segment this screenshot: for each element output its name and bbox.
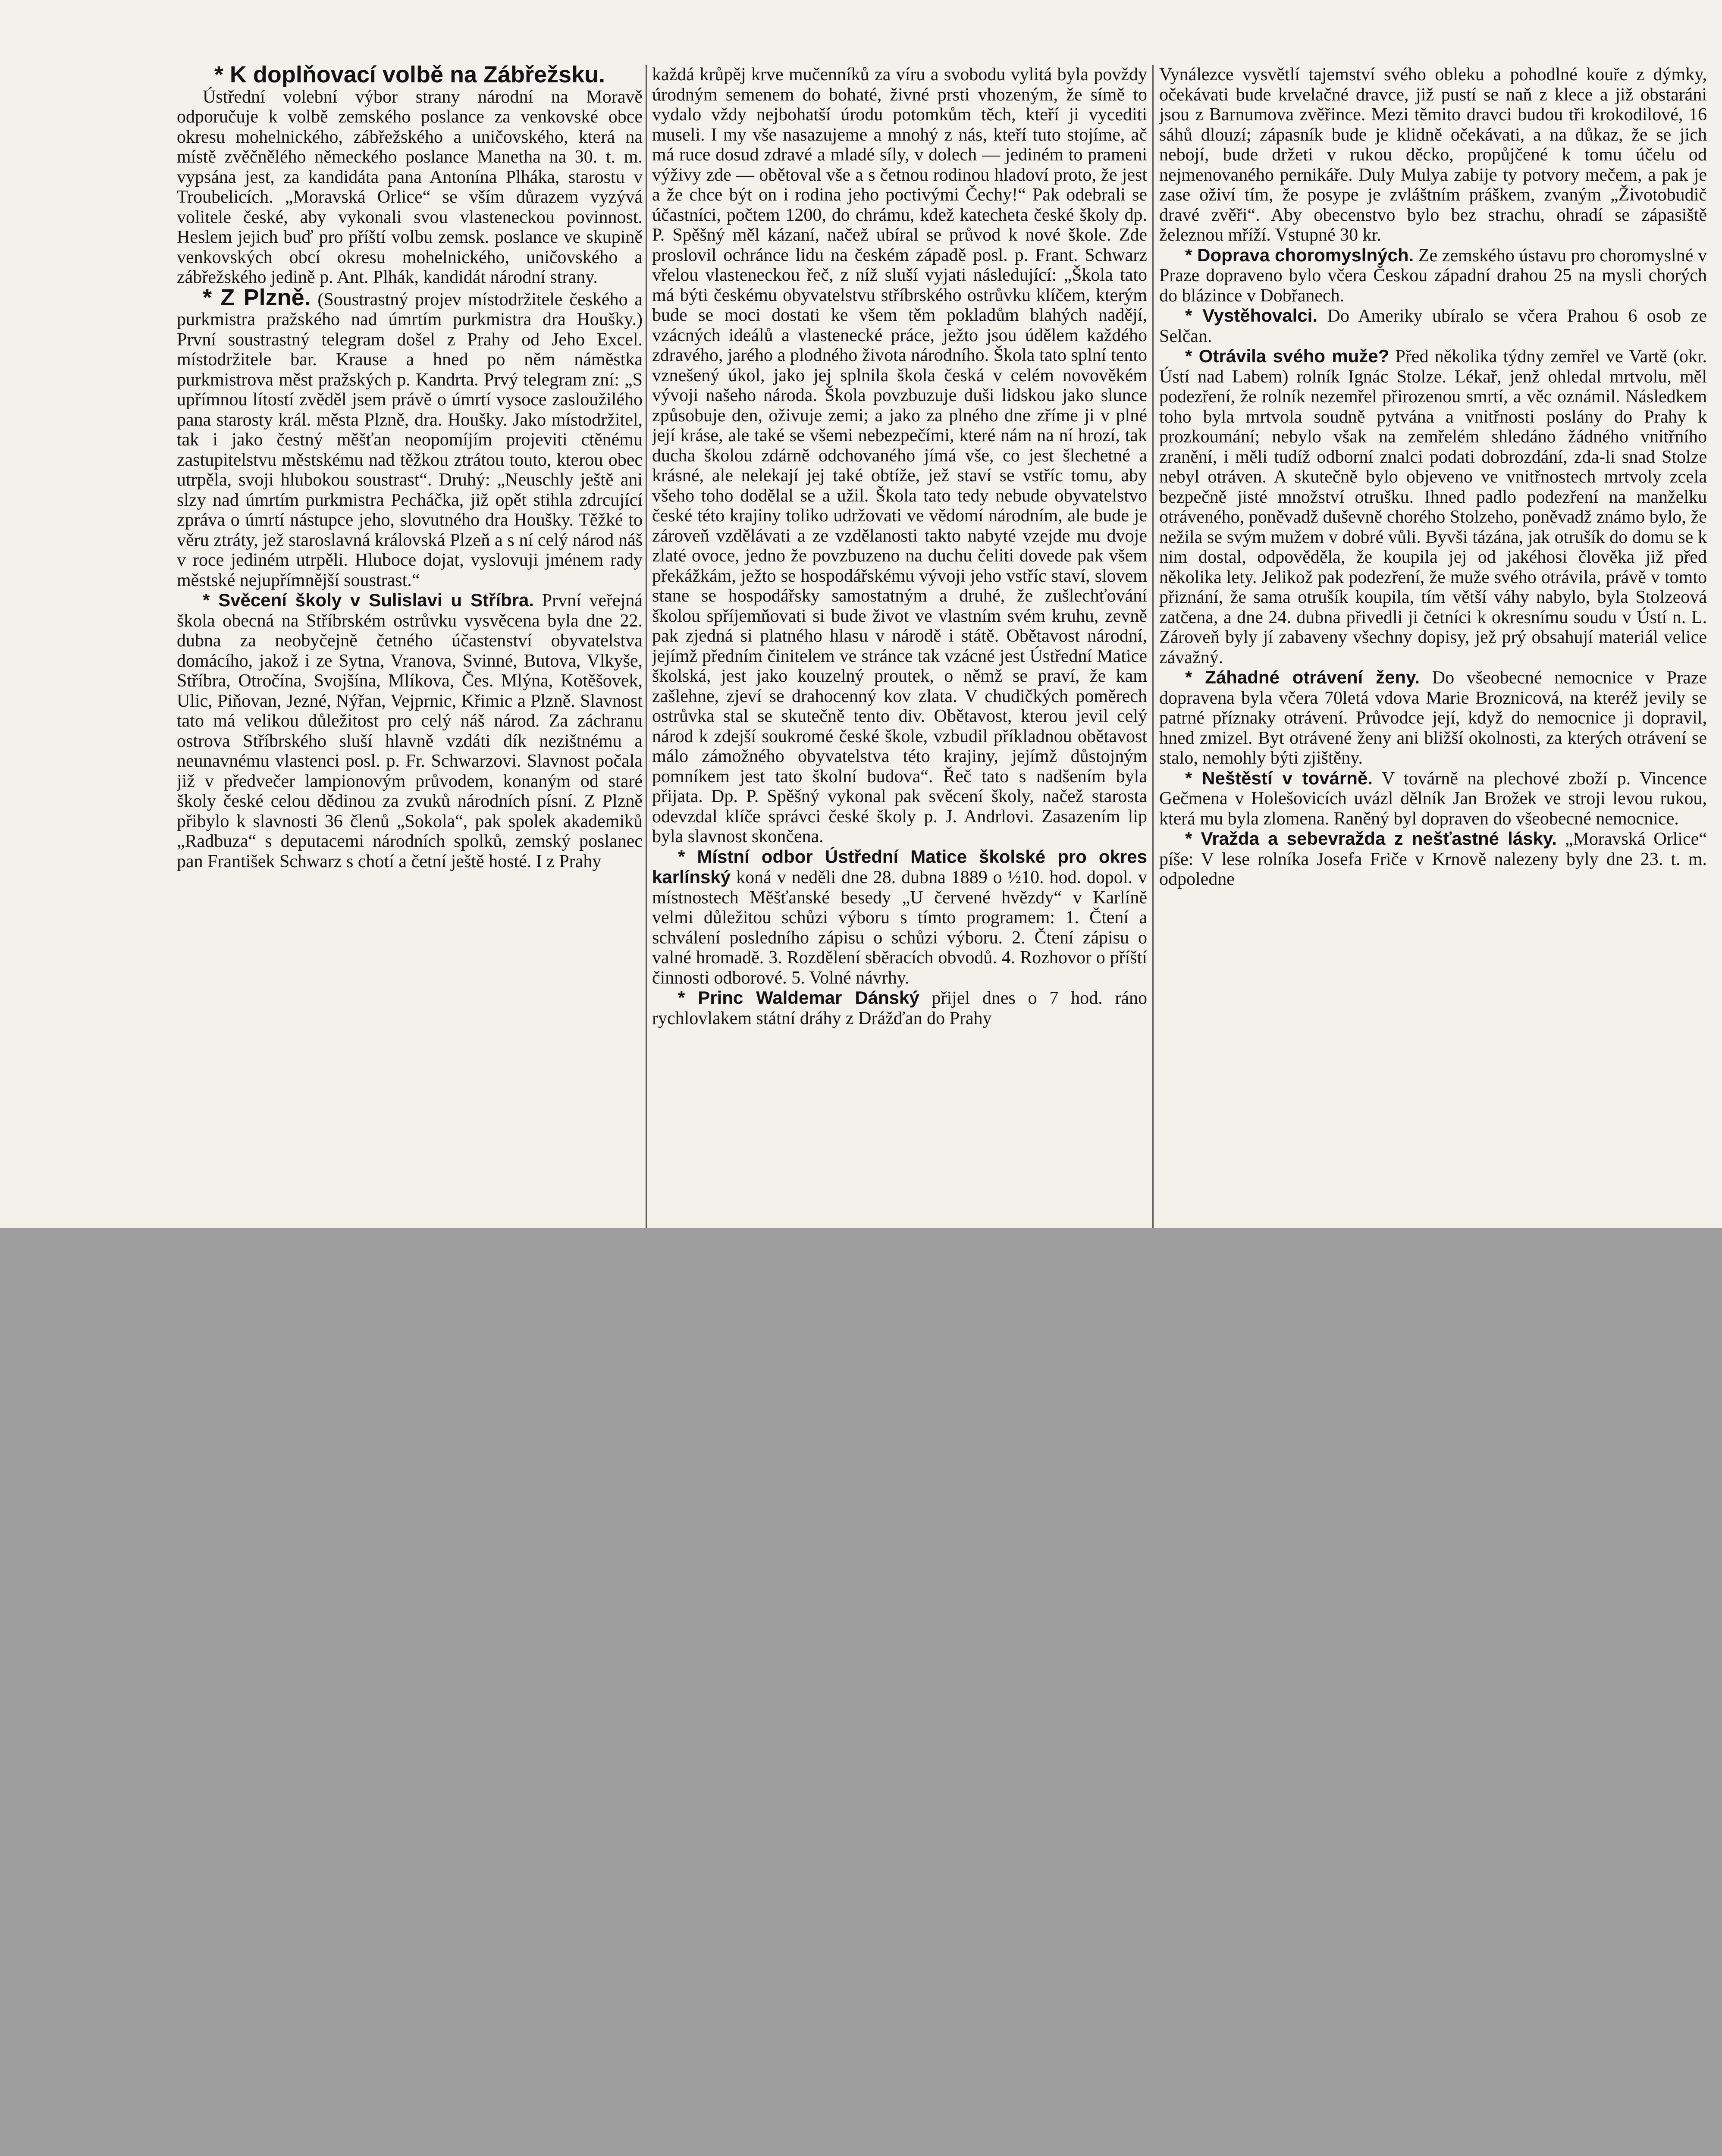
article-title: * Neštěstí v továrně. bbox=[1185, 768, 1373, 788]
article-paragraph bbox=[652, 847, 1147, 988]
article-paragraph bbox=[652, 988, 1147, 1028]
article-body: (Soustrastný projev místodržitele českého a purkmistra pražského nad úmrtím purkmistra dra Houšky.) První soustrastný telegram došel z Prahy od Jeho Excel. místodržitele bar. Krause a hned po něm náměstka purkmistrova měst pražských p. Kandrta. Prvý telegram zní: „S upřímnou lítostí zvěděl jsem právě o úmrtí vysoce zasloužilého pana starosty král. města Plzně, dra. Houšky. Jako místodržitel, tak i jako čestný měšťan neopomíjím projeviti ctěnému zastupitelstvu městskému nad těžkou ztrátou touto, kterou obec utrpěla, svoji hlubokou soustrast“. Druhý: „Neuschly ještě ani slzy nad úmrtím purkmistra Pecháčka, již opět stihla zdrcující zpráva o úmrtí nástupce jeho, slovutného dra Houšky. Těžké to věru ztráty, jež staroslavná královská Plzeň a s ní celý národ náš v roce jediném utrpěli. Hluboce dojat, vyslovuji jménem rady městské nejupřímnější soustrast.“ bbox=[177, 289, 643, 590]
article-paragraph bbox=[1159, 306, 1707, 346]
article-body: Do všeobecné nemocnice v Praze dopravena byla včera 70letá vdova Marie Broznicová, na kteréž jevily se patrné příznaky otrávení. Průvodce její, když do nemocnice ji dopravil, hned zmizel. Byt otrávené ženy ani bližší okolnosti, za kterých otrávení se stalo, nemohly býti zjištěny. bbox=[1159, 668, 1707, 768]
article-paragraph bbox=[1159, 346, 1707, 667]
column-2 bbox=[652, 65, 1147, 1225]
article-body: Ústřední volební výbor strany národní na Moravě odporučuje k volbě zemského poslance za venkovské obce okresu mohelnického, zábřežského a uničovského, která na místě zvěčnělého německého poslance Manetha na 30. t. m. vypsána jest, za kandidáta pana Antonína Plháka, starostu v Troubelicích. „Moravská Orlice“ se vším důrazem vyzývá volitele české, aby vykonali svou vlasteneckou povinnost. Heslem jejich buď pro příští volbu zemsk. poslance ve skupině venkovských obcí okresu mohelnického, uničovského a zábřežského jedině p. Ant. Plhák, kandidát národní strany. bbox=[177, 87, 643, 287]
article-body: Do Ameriky ubíralo se včera Prahou 6 osob ze Selčan. bbox=[1159, 306, 1707, 346]
article-title: * K doplňovací volbě na Zábřežsku. bbox=[214, 65, 605, 88]
article-body: koná v neděli dne 28. dubna 1889 o ½10. hod. dopol. v místnostech Měšťanské besedy „U červené hvězdy“ v Karlíně velmi důležitou schůzi výboru s tímto programem: 1. Čtení a schválení posledního zápisu o schůzi výboru. 2. Čtení zápisu o valné hromadě. 3. Rozdělení sběracích obvodů. 4. Rozhovor o příští činnosti odborové. 5. Volné návrhy. bbox=[652, 868, 1147, 988]
article-title: * Vystěhovalci. bbox=[1185, 305, 1317, 326]
article-title: * Doprava choromyslných. bbox=[1185, 244, 1414, 265]
article-body: Ze zemského ústavu pro choromyslné v Praze dopraveno bylo včera Českou západní drahou 25 na mysli chorých do blázince v Dobřanech. bbox=[1159, 245, 1707, 306]
column-divider-2 bbox=[1152, 65, 1154, 1228]
article-body: každá krůpěj krve mučenníků za víru a svobodu vylitá byla povždy úrodným semenem do bohaté, živné prsti vhozeným, že símě to vydalo vždy nejbohatší úrodu potomkům těch, kteří ji vycediti museli. I my vše nasazujeme a mnohý z nás, kteří tuto stojíme, ač má ruce dosud zdravé a mladé síly, v dolech — jediném to prameni výživy zde — obětoval vše a s četnou rodinou hladoví proto, že jest a že chce být on i rodina jeho poctivými Čechy!“ Pak odebrali se účastníci, počtem 1200, do chrámu, kdež katecheta české školy dp. P. Spěšný měl kázaní, načež ubíral se průvod k nové škole. Zde proslovil ochránce lidu na českém západě posl. p. Frant. Schwarz vřelou vlasteneckou řeč, z níž sluší vyjati následující: „Škola tato má býti českému obyvatelstvu stříbrského ostrůvku klíčem, kterým bude se moci dostati ke všem těm pokladům blahých nadějí, vzácných ideálů a vlastenecké práce, ježto jsou údělem každého zdravého, jarého a plodného života národního. Škola tato splní tento vznešený úkol, jako jej splnila škola česká v celém novověkém vývoji našeho národa. Škola povzbuzuje duši lidskou jako slunce způsobuje den, oživuje zemi; a jako za plného dne zříme ji v plné její kráse, ale také se všemi nebezpečími, které nám na ní hrozí, tak ducha školou zdárně odchovaného jímá vše, co jest šlechetné a krásné, ale nelekají jej také obtíže, jež staví se vstříc tomu, aby všeho toho dodělal se a užil. Škola tato tedy nebude obyvatelstvo české této krajiny toliko udržovati ve vědomí národním, ale bude je zároveň vzdělávati a ze vzdělanosti takto nabyté vzejde mu dvoje zlaté ovoce, jedno že povzbuzeno na duchu čeliti dovede pak všem překážkám, ježto se hospodářskému vývoji jeho vstříc staví, slovem stane se hospodářsky samostatným a druhé, že zušlechťování školou spříjemňovati si bude život ve vlastním svém kruhu, zevně pak zjedná si platného hlasu v národě i státě. Obětavost národní, jejímž předním činitelem ve stránce tak vzácné jest Ústřední Matice školská, jest jako kouzelný proutek, o němž se praví, že kam zašlehne, zjeví se drahocenný kov zlata. V chudičkých poměrech ostrůvka stal se skutečně tento div. Obětavost, kterou jevil celý národ k zdejší soukromé české škole, vzbudil příkladnou obětavost málo zámožného obyvatelstva této krajiny, jejímž důstojným pomníkem jest tato školní budova“. Řeč tato s nadšením byla přijata. Dp. P. Spěšný vykonal pak svěcení školy, načež starosta odevzdal klíče správci české školy p. J. Andrlovi. Zasazením lip byla slavnost skončena. bbox=[652, 65, 1147, 846]
article-title: * Místní odbor Ústřední Matice školské pro okres karlínský bbox=[652, 846, 1147, 887]
article-title: * Vražda a sebevražda z nešťastné lásky. bbox=[1185, 828, 1557, 849]
article-title: * Princ Waldemar Dánský bbox=[678, 987, 919, 1008]
article-title: * Z Plzně. bbox=[203, 284, 311, 310]
article-title: * Svěcení školy v Sulislavi u Stříbra. bbox=[203, 590, 534, 610]
article-body: První veřejná škola obecná na Stříbrském ostrůvku vysvěcena byla dne 22. dubna za neobyčejně četného účastenství obyvatelstva domácího, jakož i ze Sytna, Vranova, Svinné, Butova, Vlkyše, Stříbra, Otročína, Svojšína, Mlíkova, Čes. Mlýna, Kotěšovek, Ulic, Piňovan, Jezné, Nýřan, Vejprnic, Křimic a Plzně. Slavnost tato má velikou důležitost pro celý náš národ. Za záchranu ostrova Stříbrského sluší hlavně vzdáti dík nezištnému a neunavnému vlastenci posl. p. Fr. Schwarzovi. Slavnost počala již v předvečer lampionovým průvodem, konaným od staré školy české celou dědinou za zvuků národních písní. Z Plzně přibylo k slavnosti 36 členů „Sokola“, pak spolek akademiků „Radbuza“ s deputacemi národních spolků, zemský poslanec pan František Schwarz s chotí a četní ještě hosté. I z Prahy bbox=[177, 591, 643, 871]
article-body: Vynálezce vysvětlí tajemství svého obleku a pohodlné kouře z dýmky, očekávati bude krvelačné dravce, již pustí se naň z klece a již obstaráni jsou z Barnumova zvěřince. Mezi těmito dravci budou tři krokodilové, 16 sáhů dlouzí; zápasník bude je klidně očekávati, a na důkaz, že se jich nebojí, bude držeti v rukou děcko, propůjčené k tomu účelu od nejmenovaného pernikáře. Duly Mulya zabije ty potvory mečem, a pak je zase oživí tím, že posype je zvláštním práškem, zvaným „Životobudič dravé zvěři“. Aby obecenstvo bylo bez strachu, ohradí se zápasiště železnou mříží. Vstupné 30 kr. bbox=[1159, 65, 1707, 245]
article-paragraph bbox=[177, 284, 643, 591]
column-3 bbox=[1159, 65, 1707, 1225]
scan-background bbox=[0, 1228, 1722, 2156]
article-body: přijel dnes o 7 hod. ráno rychlovlakem státní dráhy z Drážďan do Prahy bbox=[652, 988, 1147, 1028]
column-1 bbox=[177, 65, 643, 1225]
article-body: Před několika týdny zemřel ve Vartě (okr. Ústí nad Labem) rolník Ignác Stolze. Lékař, jenž ohledal mrtvolu, měl podezření, že rolník nezemřel přirozenou smrtí, a věc oznámil. Následkem toho byla mrtvola soudně pytvána a vnitřnosti poslány do Prahy k prozkoumání; nebylo však na zemřelém shledáno žádného vnitřního zranění, i měli tudíž odborní znalci podati dobrozdání, zda-li snad Stolze nebyl otráven. A skutečně bylo objeveno ve vnitřnostech mrtvoly zcela bezpečně jisté množství otrušku. Ihned padlo podezření na manželku otráveného, poněvadž duševně chorého Stolzeho, poněvadž známo bylo, že nežila se svým mužem v dobré vůli. Byvši tázána, jak otrušík do domu se k nim dostal, odpověděla, že koupila jej od jakéhosi člověka již před několika lety. Jelikož pak podezření, že muže svého otrávila, právě v tomto přiznání, že sama otrušík koupila, tím větší váhy nabylo, byla Stolzeová zatčena, a dne 24. dubna přivedli ji četníci k okresnímu soudu v Ústí n. L. Zároveň byly jí zabaveny všechny dopisy, jež prý obsahují materiál velice závažný. bbox=[1159, 347, 1707, 667]
article-title: * Záhadné otrávení ženy. bbox=[1185, 667, 1420, 687]
article-body: V továrně na plechové zboží p. Vincence Gečmena v Holešovicích uvázl dělník Jan Brožek ve stroji levou rukou, která mu byla zlomena. Raněný byl dopraven do všeobecné nemocnice. bbox=[1159, 768, 1707, 829]
column-divider-1 bbox=[646, 65, 647, 1228]
article-paragraph bbox=[1159, 245, 1707, 306]
article-paragraph bbox=[177, 590, 643, 871]
article-body: „Moravská Orlice“ píše: V lese rolníka Josefa Friče v Krnově nalezeny byly dne 23. t. m. odpoledne bbox=[1159, 829, 1707, 889]
article-paragraph bbox=[1159, 829, 1707, 890]
article-paragraph bbox=[1159, 768, 1707, 829]
article-heading bbox=[177, 65, 643, 87]
article-paragraph bbox=[1159, 667, 1707, 768]
article-title: * Otrávila svého muže? bbox=[1185, 346, 1390, 366]
